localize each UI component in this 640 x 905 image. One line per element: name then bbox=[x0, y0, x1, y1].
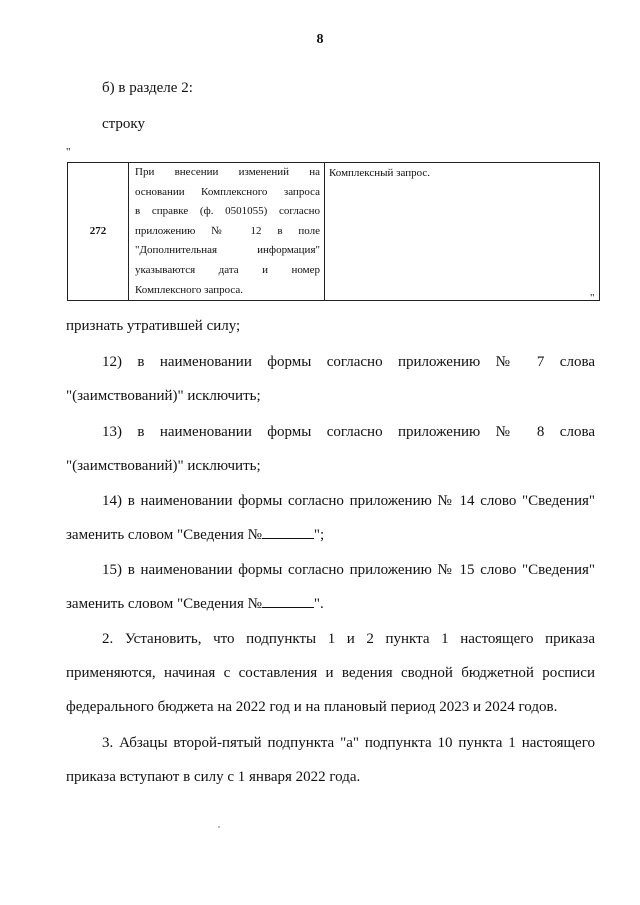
text-line: 3. Абзацы второй-пятый подпункта "а" подпункта 10 пункта 1 настоящего bbox=[102, 735, 595, 751]
text-line: 13) в наименовании формы согласно приложению № 8 слова bbox=[102, 424, 595, 440]
text-line bbox=[66, 596, 324, 613]
text-line: 15) в наименовании формы согласно приложению № 15 слово "Сведения" bbox=[102, 562, 595, 578]
text-line: 14) в наименовании формы согласно приложению № 14 слово "Сведения" bbox=[102, 493, 595, 509]
text-line bbox=[66, 527, 324, 544]
amendment-table bbox=[67, 162, 600, 301]
row-code: 272 bbox=[68, 163, 129, 301]
close-quote: " bbox=[590, 292, 595, 304]
open-quote: " bbox=[66, 146, 71, 158]
text-line: приказа вступают в силу с 1 января 2022 года. bbox=[66, 769, 361, 785]
text-line-end: "; bbox=[313, 527, 325, 543]
text-line-end: ". bbox=[313, 596, 324, 612]
description-line: Комплексного запроса. bbox=[135, 283, 244, 296]
intro-word: строку bbox=[102, 116, 145, 132]
description-line: основании Комплексного запроса bbox=[135, 185, 320, 198]
table-row bbox=[68, 163, 600, 301]
blank-underline bbox=[262, 528, 314, 539]
text-line: 2. Установить, что подпункты 1 и 2 пункта 1 настоящего приказа bbox=[102, 631, 595, 647]
row-description bbox=[129, 163, 325, 301]
text-line: "(заимствований)" исключить; bbox=[66, 458, 261, 474]
text-line: федерального бюджета на 2022 год и на плановый период 2023 и 2024 годов. bbox=[66, 699, 558, 715]
text-line: 12) в наименовании формы согласно приложению № 7 слова bbox=[102, 354, 595, 370]
text-line-start: заменить словом "Сведения № bbox=[66, 596, 262, 612]
row-value: Комплексный запрос. bbox=[325, 163, 600, 301]
text-line: применяются, начиная с составления и ведения сводной бюджетной росписи bbox=[66, 665, 595, 681]
text-line: "(заимствований)" исключить; bbox=[66, 388, 261, 404]
text-line: признать утратившей силу; bbox=[66, 318, 241, 334]
scan-speck bbox=[218, 826, 220, 828]
page-number: 8 bbox=[316, 32, 324, 47]
section-heading: б) в разделе 2: bbox=[102, 80, 193, 96]
description-line: При внесении изменений на bbox=[135, 166, 320, 178]
text-line-start: заменить словом "Сведения № bbox=[66, 527, 262, 543]
description-line: приложению № 12 в поле bbox=[135, 224, 320, 237]
description-line: в справке (ф. 0501055) согласно bbox=[135, 205, 320, 218]
blank-underline bbox=[262, 597, 314, 608]
description-line: указываются дата и номер bbox=[135, 263, 320, 276]
description-line: "Дополнительная информация" bbox=[135, 244, 320, 257]
